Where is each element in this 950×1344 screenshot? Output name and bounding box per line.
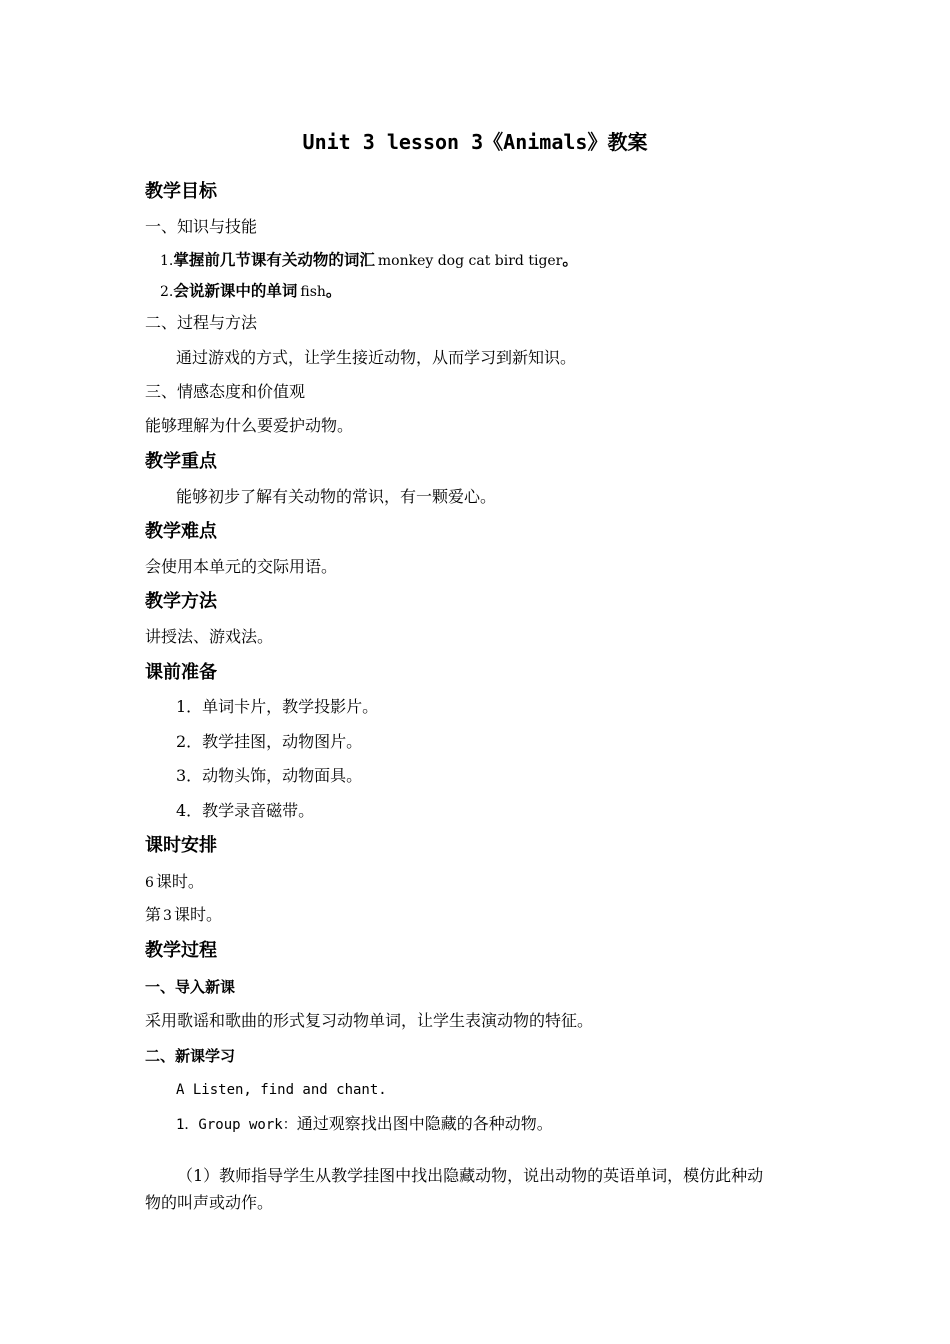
intro-text: 采用歌谣和歌曲的形式复习动物单词，让学生表演动物的特征。: [145, 1011, 594, 1030]
item-end: 。: [562, 251, 578, 269]
schedule-current: [145, 903, 222, 928]
preparation-item: 4．教学录音磁带。: [176, 801, 315, 820]
item-number: 2.: [160, 284, 174, 300]
step-1-detail-line-1: （1）教师指导学生从教学挂图中找出隐藏动物，说出动物的英语单词，模仿此种动: [177, 1166, 764, 1185]
item-words: fish: [300, 284, 326, 300]
new-lesson-label: 二、新课学习: [145, 1047, 236, 1065]
knowledge-item-1: [160, 248, 578, 273]
item-end: 。: [325, 282, 342, 300]
preparation-item: 2．教学挂图，动物图片。: [176, 732, 363, 751]
preparation-item: 3．动物头饰，动物面具。: [176, 766, 363, 785]
step-1-text: 通过观察找出图中隐藏的各种动物。: [296, 1114, 553, 1133]
difficulties-text: 会使用本单元的交际用语。: [145, 557, 338, 576]
schedule-current-suffix: 课时。: [173, 905, 222, 924]
preparation-item: 1．单词卡片，教学投影片。: [176, 697, 379, 716]
heading-difficulties: 教学难点: [145, 521, 217, 542]
heading-procedure: 教学过程: [145, 940, 217, 961]
schedule-current-prefix: 第: [145, 905, 162, 924]
heading-methods: 教学方法: [145, 591, 217, 612]
step-1: [176, 1112, 553, 1137]
knowledge-item-2: [160, 279, 341, 304]
knowledge-label: 一、知识与技能: [145, 217, 258, 236]
heading-key-points: 教学重点: [145, 451, 217, 472]
part-a-title: A Listen, find and chant.: [176, 1082, 387, 1098]
item-words: monkey dog cat bird tiger: [377, 253, 563, 269]
intro-label: 一、导入新课: [145, 978, 236, 996]
process-label: 二、过程与方法: [145, 313, 258, 332]
methods-text: 讲授法、游戏法。: [145, 627, 274, 646]
schedule-total-number: 6: [145, 875, 154, 891]
document-title: Unit 3 lesson 3《Animals》教案: [302, 130, 648, 154]
heading-objectives: 教学目标: [145, 181, 217, 202]
item-text: 会说新课中的单词: [173, 282, 298, 300]
step-1-detail-line-2: 物的叫声或动作。: [145, 1193, 274, 1212]
item-number: 1.: [160, 253, 174, 269]
schedule-current-number: 3: [163, 908, 172, 924]
schedule-total-text: 课时。: [155, 872, 204, 891]
key-points-text: 能够初步了解有关动物的常识，有一颗爱心。: [176, 487, 497, 506]
item-text: 掌握前几节课有关动物的词汇: [173, 251, 375, 269]
schedule-total: [145, 870, 204, 895]
process-text: 通过游戏的方式，让学生接近动物，从而学习到新知识。: [176, 348, 577, 367]
attitude-text: 能够理解为什么要爱护动物。: [145, 416, 354, 435]
heading-schedule: 课时安排: [145, 835, 217, 856]
step-1-prefix: 1．Group work：: [176, 1117, 297, 1133]
heading-preparation: 课前准备: [145, 662, 217, 683]
attitude-label: 三、情感态度和价值观: [145, 382, 306, 401]
